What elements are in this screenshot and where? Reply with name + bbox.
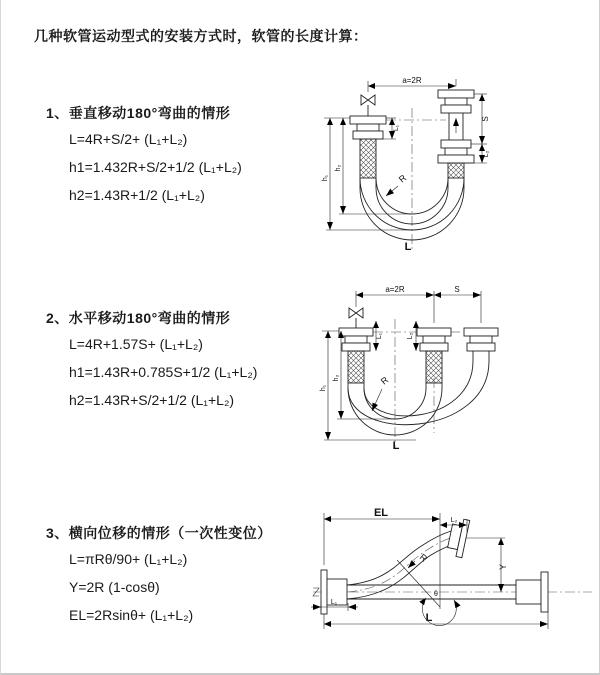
- d3-right-flange-phantom: [516, 572, 548, 612]
- d2-left-fitting: [339, 328, 373, 383]
- d2-label-l: L: [392, 440, 400, 452]
- d1-dim-l2: [482, 144, 490, 163]
- d3-dim-l: [324, 612, 548, 629]
- section-3-formula-Y: Y=2R (1-cosθ): [69, 579, 160, 595]
- d2-radius-callout: [372, 374, 391, 411]
- section-3-formula-EL: EL=2Rsinθ+ (L₁+L₂): [69, 607, 194, 623]
- page-title: 几种软管运动型式的安装方式时，软管的长度计算：: [34, 28, 368, 44]
- d1-right-fitting: [438, 90, 474, 178]
- braided-hose-section: [426, 351, 442, 383]
- section-2-heading: 2、水平移动180°弯曲的情形: [46, 310, 231, 326]
- d2-label-h1: h₁: [320, 384, 327, 392]
- d3-radius-callout: [408, 552, 430, 568]
- d2-dim-l1: [376, 321, 383, 351]
- d1-label-s: S: [481, 116, 490, 122]
- d3-label-r: R: [417, 551, 430, 564]
- d2-dim-a2r: [356, 285, 434, 323]
- section-3-formula-L: L=πRθ/90+ (L₁+L₂): [69, 551, 188, 567]
- d3-radius-chord-line: [397, 560, 440, 607]
- braided-hose-section: [360, 139, 376, 178]
- d2-hose-curves: [348, 361, 489, 435]
- d2-right-fitting-displaced: [464, 328, 498, 361]
- section-1-formula-h1: h1=1.432R+S/2+1/2 (L₁+L₂): [69, 159, 242, 175]
- d2-dim-l2: [407, 321, 416, 351]
- diagram-vertical-180-bend: [316, 70, 600, 260]
- d2-middle-fitting: [417, 328, 451, 383]
- section-1-formula-L: L=4R+S/2+ (L₁+L₂): [69, 131, 188, 147]
- diagram-horizontal-180-bend: [316, 283, 600, 465]
- d1-label-h1: h₁: [322, 174, 329, 182]
- braided-hose-section: [448, 163, 464, 178]
- d3-label-l: L: [425, 612, 433, 624]
- d2-label-s: S: [454, 285, 460, 294]
- d1-left-fitting: [350, 116, 386, 178]
- d2-label-a2r: a=2R: [385, 285, 405, 294]
- d1-label-h2: h₂: [335, 164, 342, 172]
- braided-hose-section: [348, 351, 364, 383]
- d1-label-l: L: [404, 241, 412, 253]
- d2-dim-s: [434, 285, 481, 323]
- d3-dim-l1: [311, 599, 358, 611]
- d1-label-l1: L₁: [393, 124, 400, 132]
- d3-displaced-hose: [347, 531, 458, 599]
- d3-dim-y: [466, 538, 508, 592]
- diagram-lateral-displacement: [309, 505, 596, 660]
- d1-label-r: R: [396, 172, 409, 185]
- d3-label-l1: L₁: [330, 599, 338, 606]
- d2-label-h2: h₂: [333, 374, 340, 382]
- d3-label-y: Y: [498, 563, 508, 571]
- section-3-heading: 3、横向位移的情形（一次性变位）: [46, 525, 272, 541]
- d1-label-l2: L₂: [483, 150, 490, 158]
- section-1-formula-h2: h2=1.43R+1/2 (L₁+L₂): [69, 187, 205, 203]
- d3-angle-theta: [422, 591, 456, 626]
- d2-label-l1: L₁: [376, 332, 383, 340]
- section-2-formula-h1: h1=1.43R+0.785S+1/2 (L₁+L₂): [69, 364, 258, 380]
- d2-label-r: R: [378, 374, 391, 387]
- d3-label-l2: L₂: [450, 517, 458, 524]
- d1-label-a2r: a=2R: [402, 76, 422, 85]
- section-2-formula-L: L=4R+1.57S+ (L₁+L₂): [69, 336, 203, 352]
- d3-left-flange: [321, 570, 347, 614]
- valve-icon: [361, 95, 375, 116]
- d3-label-el: EL: [373, 507, 389, 519]
- d3-label-theta: θ: [434, 591, 438, 598]
- section-1-heading: 1、垂直移动180°弯曲的情形: [46, 105, 231, 121]
- d2-label-l2: L₂: [407, 332, 414, 340]
- d1-radius-callout: [386, 172, 409, 196]
- section-2-formula-h2: h2=1.43R+S/2+1/2 (L₁+L₂): [69, 392, 235, 408]
- valve-icon: [349, 308, 363, 328]
